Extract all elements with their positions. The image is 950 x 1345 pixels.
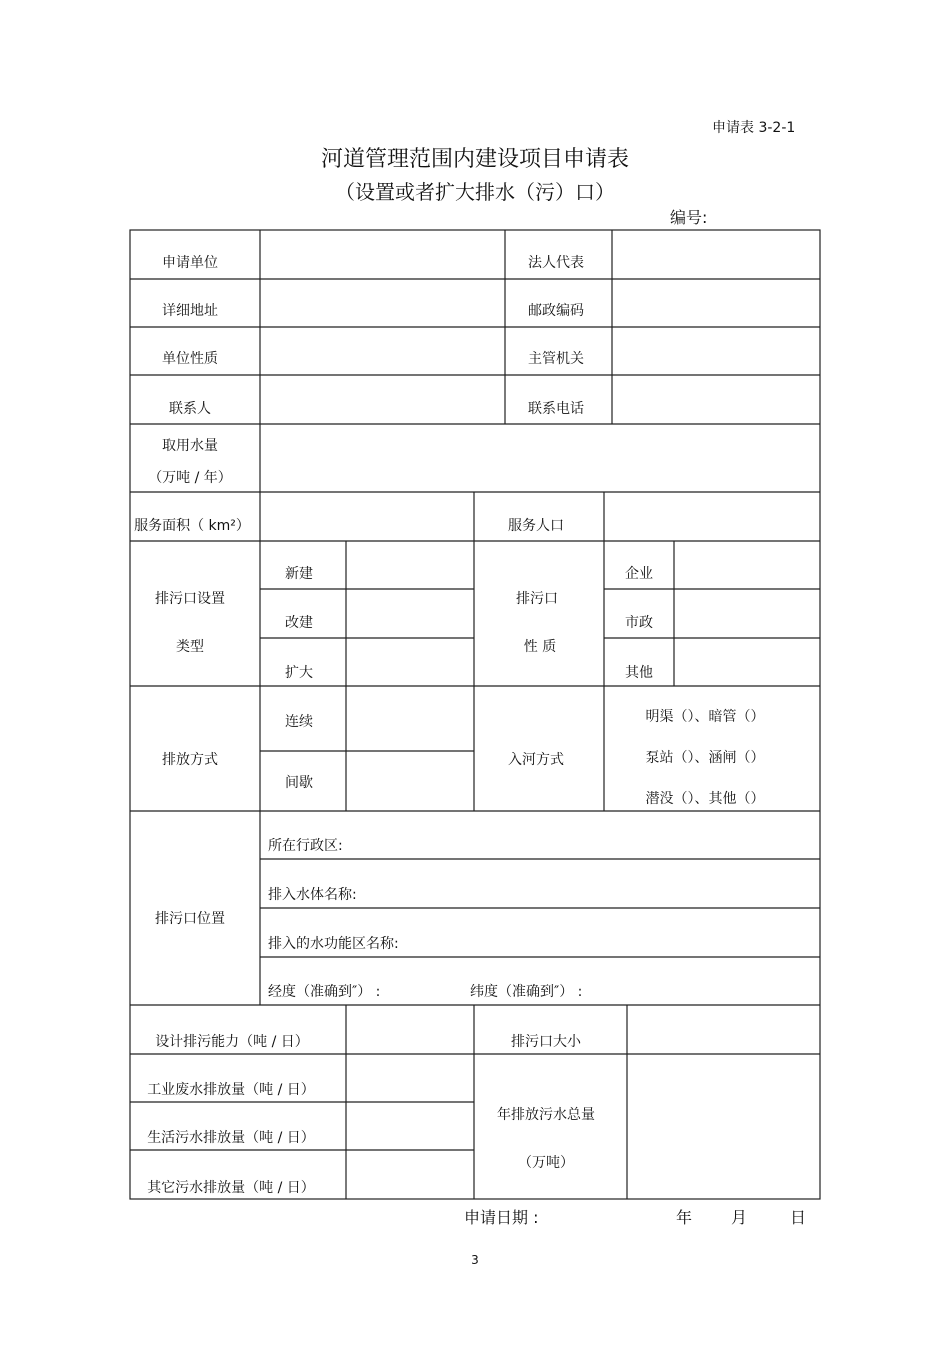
river-entry-option-1: 明渠（）、暗管（）: [645, 709, 765, 725]
label-district: 所在行政区:: [268, 838, 343, 854]
option-new-build: 新建: [285, 566, 313, 582]
label-function-zone: 排入的水功能区名称:: [268, 936, 399, 952]
form-title: 河道管理范围内建设项目申请表: [320, 147, 629, 172]
label-outlet-nature-2: 性 质: [523, 639, 557, 655]
label-phone: 联系电话: [528, 401, 584, 417]
option-municipal: 市政: [625, 615, 653, 631]
serial-number-label: 编号:: [670, 208, 708, 227]
river-entry-option-2: 泵站（）、涵闸（）: [645, 750, 765, 766]
label-service-area: 服务面积（ km²）: [134, 518, 250, 534]
application-date-label: 申请日期 :: [464, 1208, 539, 1227]
label-outlet-type-2: 类型: [176, 639, 204, 655]
option-rebuild: 改建: [285, 615, 313, 631]
label-outlet-type-1: 排污口设置: [155, 591, 225, 607]
date-month: 月: [731, 1208, 748, 1227]
label-outlet-size: 排污口大小: [511, 1034, 581, 1050]
label-address: 详细地址: [162, 303, 218, 319]
label-river-entry: 入河方式: [508, 752, 564, 768]
option-intermittent: 间歇: [285, 775, 313, 791]
form-code: 申请表 3-2-1: [712, 120, 796, 136]
label-design-capacity: 设计排污能力（吨 / 日）: [155, 1034, 309, 1050]
label-service-pop: 服务人口: [508, 518, 564, 534]
option-enterprise: 企业: [625, 566, 653, 582]
label-discharge-mode: 排放方式: [162, 752, 218, 768]
option-other-nature: 其他: [625, 665, 653, 681]
label-annual-unit: （万吨）: [518, 1155, 574, 1171]
label-legal-rep: 法人代表: [528, 255, 584, 271]
label-other-sewage: 其它污水排放量（吨 / 日）: [147, 1180, 315, 1196]
label-contact: 联系人: [169, 401, 211, 417]
date-day: 日: [790, 1208, 807, 1227]
label-industrial-wastewater: 工业废水排放量（吨 / 日）: [147, 1082, 315, 1098]
option-expand: 扩大: [285, 665, 313, 681]
page-number: 3: [471, 1253, 479, 1267]
label-outlet-location: 排污口位置: [155, 911, 225, 927]
label-latitude: 纬度（准确到″） :: [470, 984, 583, 1000]
label-authority: 主管机关: [528, 351, 584, 367]
label-annual-total: 年排放污水总量: [497, 1107, 595, 1123]
label-unit-nature: 单位性质: [162, 351, 218, 367]
river-entry-option-3: 潜没（）、其他（）: [645, 791, 765, 807]
label-water-use: 取用水量: [162, 438, 218, 454]
date-year: 年: [676, 1208, 693, 1227]
form-subtitle: （设置或者扩大排水（污）口）: [335, 180, 615, 204]
label-water-body: 排入水体名称:: [268, 887, 357, 903]
label-water-use-unit: （万吨 / 年）: [148, 470, 232, 486]
label-outlet-nature-1: 排污口: [516, 591, 558, 607]
label-applicant: 申请单位: [162, 255, 218, 271]
label-domestic-sewage: 生活污水排放量（吨 / 日）: [147, 1130, 315, 1146]
label-postcode: 邮政编码: [528, 303, 584, 319]
label-longitude: 经度（准确到″） :: [268, 984, 381, 1000]
option-continuous: 连续: [285, 714, 313, 730]
